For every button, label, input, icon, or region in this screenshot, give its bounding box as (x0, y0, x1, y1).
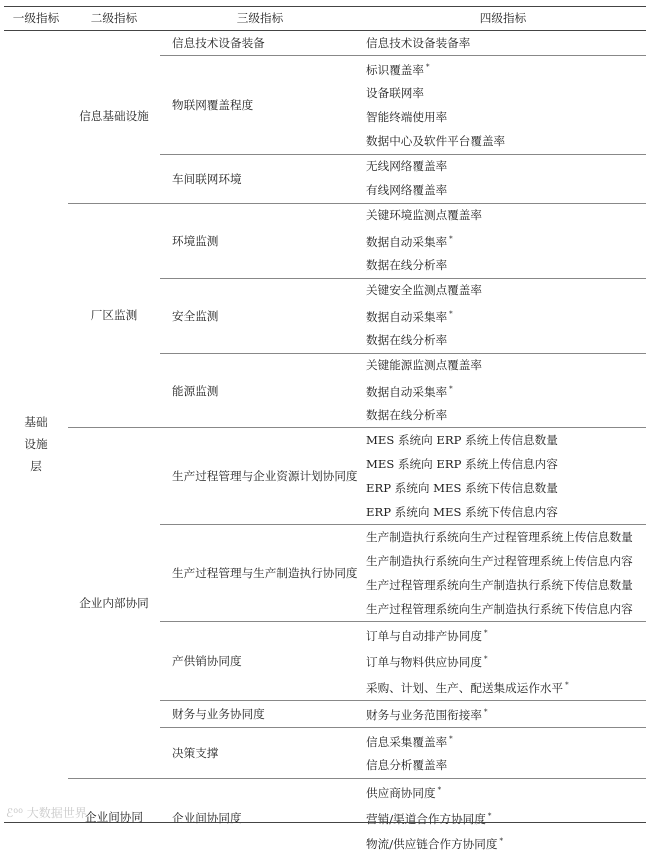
level4-label: 订单与物料供应协同度 (366, 655, 482, 669)
level4-cell (360, 428, 646, 453)
level2-cell: 企业内部协同 (68, 428, 160, 778)
table-row (4, 428, 646, 453)
level4-label: 设备联网率 (366, 86, 424, 100)
level4-label: 标识覆盖率 (366, 63, 424, 77)
level4-label: 数据自动采集率 (366, 310, 447, 324)
level4-cell (360, 378, 646, 404)
level4-cell (360, 56, 646, 82)
level4-cell (360, 329, 646, 354)
asterisk-mark: * (488, 812, 492, 820)
header-level3: 三级指标 (160, 7, 360, 31)
level4-cell (360, 754, 646, 779)
asterisk-mark: * (565, 681, 569, 689)
table-row (4, 31, 646, 56)
level4-label: 数据在线分析率 (366, 408, 447, 422)
level4-label: 生产制造执行系统向生产过程管理系统上传信息数量 (366, 530, 633, 544)
asterisk-mark: * (499, 837, 503, 845)
level4-label: 智能终端使用率 (366, 110, 447, 124)
level4-cell (360, 278, 646, 303)
level4-cell (360, 353, 646, 378)
level4-label: 数据自动采集率 (366, 384, 447, 398)
level4-cell (360, 106, 646, 130)
level1-cell (4, 31, 68, 856)
asterisk-mark: * (449, 385, 453, 393)
level4-cell (360, 674, 646, 700)
level4-cell (360, 82, 646, 106)
table-row (4, 203, 646, 228)
level4-label: 供应商协同度 (366, 786, 436, 800)
level4-label: 采购、计划、生产、配送集成运作水平 (366, 681, 563, 695)
level4-cell (360, 403, 646, 428)
header-row (4, 7, 646, 31)
level4-cell (360, 573, 646, 597)
level4-cell (360, 830, 646, 856)
level4-label: 关键能源监测点覆盖率 (366, 358, 482, 372)
level1-label: 基础设施层 (23, 411, 49, 477)
level3-cell: 生产过程管理与企业资源计划协同度 (160, 428, 360, 525)
table-row (4, 778, 646, 804)
level3-cell: 信息技术设备装备 (160, 31, 360, 56)
level4-cell (360, 31, 646, 56)
level4-label: 财务与业务范围衔接率 (366, 708, 482, 722)
indicator-table (4, 6, 646, 856)
level4-cell (360, 476, 646, 500)
header-level4: 四级指标 (360, 7, 646, 31)
asterisk-mark: * (484, 629, 488, 637)
level2-cell: 企业间协同 (68, 778, 160, 856)
level4-cell (360, 500, 646, 525)
level3-cell: 物联网覆盖程度 (160, 56, 360, 155)
level4-label: 生产制造执行系统向生产过程管理系统上传信息内容 (366, 554, 633, 568)
asterisk-mark: * (449, 235, 453, 243)
level4-label: 数据在线分析率 (366, 333, 447, 347)
level4-label: 信息技术设备装备率 (366, 36, 470, 50)
level4-label: 数据中心及软件平台覆盖率 (366, 134, 505, 148)
level3-cell: 车间联网环境 (160, 154, 360, 203)
level4-label: 无线网络覆盖率 (366, 159, 447, 173)
level4-cell (360, 597, 646, 622)
asterisk-mark: * (449, 310, 453, 318)
level4-cell (360, 179, 646, 204)
level3-cell: 企业间协同度 (160, 778, 360, 856)
level3-cell: 产供销协同度 (160, 622, 360, 701)
level4-label: 关键安全监测点覆盖率 (366, 283, 482, 297)
level4-label: 物流/供应链合作方协同度 (366, 837, 497, 851)
level3-cell: 能源监测 (160, 353, 360, 428)
asterisk-mark: * (449, 735, 453, 743)
level4-cell (360, 154, 646, 179)
level4-label: 营销/渠道合作方协同度 (366, 811, 486, 825)
level4-cell (360, 622, 646, 648)
level4-cell (360, 778, 646, 804)
level4-label: 信息分析覆盖率 (366, 758, 447, 772)
level4-label: ERP 系统向 MES 系统下传信息内容 (366, 505, 558, 519)
table-body (4, 31, 646, 856)
level4-cell (360, 228, 646, 254)
level4-cell (360, 203, 646, 228)
level4-cell (360, 727, 646, 753)
level4-cell (360, 525, 646, 550)
level4-label: 关键环境监测点覆盖率 (366, 208, 482, 222)
asterisk-mark: * (438, 786, 442, 794)
level4-label: 生产过程管理系统向生产制造执行系统下传信息内容 (366, 602, 633, 616)
level2-cell: 厂区监测 (68, 203, 160, 428)
level4-label: MES 系统向 ERP 系统上传信息内容 (366, 457, 558, 471)
level4-cell (360, 805, 646, 831)
level3-cell: 生产过程管理与生产制造执行协同度 (160, 525, 360, 622)
level3-cell: 安全监测 (160, 278, 360, 353)
level4-label: 有线网络覆盖率 (366, 183, 447, 197)
header-level2: 二级指标 (68, 7, 160, 31)
level2-cell: 信息基础设施 (68, 31, 160, 204)
table-bottom-rule (4, 822, 646, 823)
level4-cell (360, 303, 646, 329)
level4-label: ERP 系统向 MES 系统下传信息数量 (366, 481, 558, 495)
level4-label: MES 系统向 ERP 系统上传信息数量 (366, 433, 558, 447)
level3-cell: 财务与业务协同度 (160, 701, 360, 728)
asterisk-mark: * (484, 708, 488, 716)
level4-cell (360, 701, 646, 728)
level4-label: 数据自动采集率 (366, 235, 447, 249)
level3-cell: 环境监测 (160, 203, 360, 278)
header-level1: 一级指标 (4, 7, 68, 31)
watermark: ℰ⁰⁰ 大数据世界 (6, 804, 87, 821)
level4-cell (360, 648, 646, 674)
level4-cell (360, 452, 646, 476)
level4-label: 信息采集覆盖率 (366, 735, 447, 749)
level4-label: 生产过程管理系统向生产制造执行系统下传信息数量 (366, 578, 633, 592)
level4-cell (360, 130, 646, 155)
level4-label: 订单与自动排产协同度 (366, 629, 482, 643)
level4-cell (360, 549, 646, 573)
level3-cell: 决策支撑 (160, 727, 360, 778)
asterisk-mark: * (484, 655, 488, 663)
level4-label: 数据在线分析率 (366, 258, 447, 272)
asterisk-mark: * (426, 63, 430, 71)
level4-cell (360, 254, 646, 279)
